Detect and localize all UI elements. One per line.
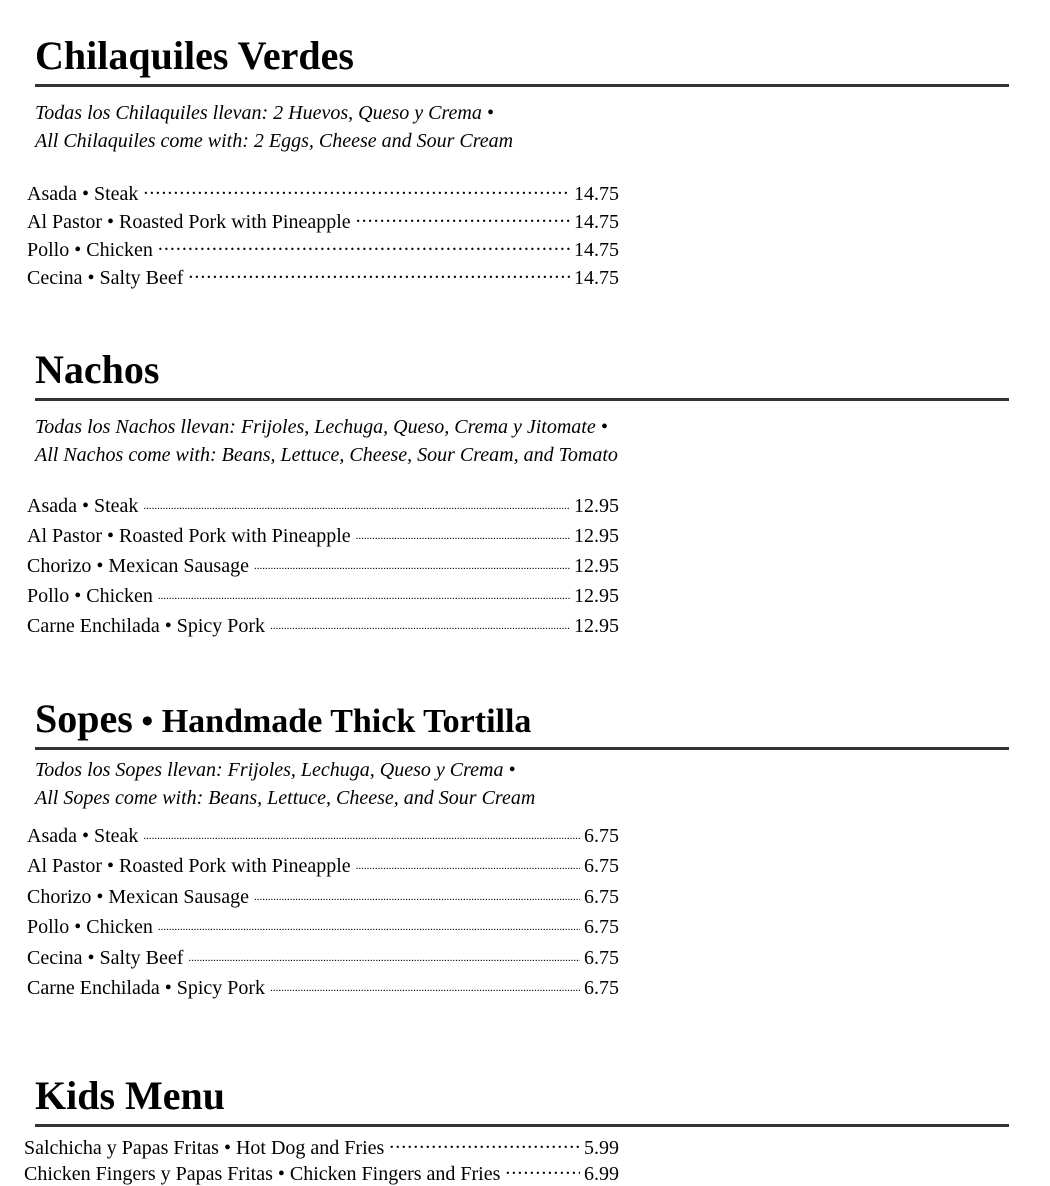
dot-leader xyxy=(158,236,570,256)
item-name: Carne Enchilada • Spicy Pork xyxy=(27,976,266,999)
item-name: Pollo • Chicken xyxy=(27,916,153,939)
dot-leader xyxy=(356,852,580,872)
item-price: 14.75 xyxy=(574,239,619,261)
item-name: Asada • Steak xyxy=(27,183,139,205)
menu-item xyxy=(24,1160,619,1186)
item-price: 14.75 xyxy=(574,267,619,289)
menu-item xyxy=(27,582,619,612)
item-price: 14.75 xyxy=(574,211,619,233)
item-price: 5.99 xyxy=(584,1137,619,1159)
menu-item xyxy=(27,913,619,943)
menu-item xyxy=(27,852,619,882)
menu-item xyxy=(27,492,619,522)
section-title-text: Nachos xyxy=(35,347,160,392)
item-list-kids xyxy=(24,1134,619,1186)
section-subtitle: • Handmade Thick Tortilla xyxy=(132,703,532,740)
dot-leader xyxy=(188,944,580,964)
section-title xyxy=(35,1073,1009,1127)
item-price: 14.75 xyxy=(574,183,619,205)
menu-item xyxy=(24,1134,619,1160)
item-price: 12.95 xyxy=(574,495,619,517)
item-name: Chicken Fingers y Papas Fritas • Chicken Fingers and Fries xyxy=(24,1163,501,1185)
dot-leader xyxy=(158,913,580,933)
item-price: 6.75 xyxy=(584,825,619,847)
dot-leader xyxy=(389,1134,580,1154)
item-name: Cecina • Salty Beef xyxy=(27,267,184,289)
menu-item xyxy=(27,264,619,292)
menu-item xyxy=(27,180,619,208)
dot-leader xyxy=(188,264,570,284)
section-title-text: Kids Menu xyxy=(35,1073,226,1118)
section-description xyxy=(35,99,1009,155)
description-spanish: Todos los Sopes llevan: Frijoles, Lechuga, Queso y Crema • xyxy=(35,759,516,781)
item-price: 12.95 xyxy=(574,585,619,607)
item-price: 12.95 xyxy=(574,555,619,577)
item-list-nachos xyxy=(27,492,619,642)
menu-item xyxy=(27,522,619,552)
section-chilaquiles xyxy=(35,33,1009,155)
description-english: All Chilaquiles come with: 2 Eggs, Cheese and Sour Cream xyxy=(35,130,514,152)
section-sopes xyxy=(35,696,1009,812)
description-english: All Nachos come with: Beans, Lettuce, Cheese, Sour Cream, and Tomato xyxy=(35,444,618,466)
description-spanish: Todas los Nachos llevan: Frijoles, Lechuga, Queso, Crema y Jitomate • xyxy=(35,416,608,438)
dot-leader xyxy=(254,883,580,903)
section-title xyxy=(35,347,1009,401)
dot-leader xyxy=(143,180,570,200)
dot-leader xyxy=(356,208,570,228)
dot-leader xyxy=(505,1160,580,1180)
dot-leader xyxy=(143,822,580,842)
menu-item xyxy=(27,883,619,913)
item-name: Salchicha y Papas Fritas • Hot Dog and Fries xyxy=(24,1137,385,1159)
menu-item xyxy=(27,822,619,852)
item-name: Pollo • Chicken xyxy=(27,239,153,261)
dot-leader xyxy=(254,552,570,572)
item-name: Asada • Steak xyxy=(27,825,139,847)
section-description xyxy=(35,756,1009,812)
dot-leader xyxy=(356,522,570,542)
item-name: Asada • Steak xyxy=(27,495,139,517)
item-name: Al Pastor • Roasted Pork with Pineapple xyxy=(27,855,351,878)
item-price: 6.75 xyxy=(584,946,619,969)
section-description xyxy=(35,413,1009,469)
item-name: Al Pastor • Roasted Pork with Pineapple xyxy=(27,525,351,547)
item-price: 6.99 xyxy=(584,1163,619,1185)
item-name: Chorizo • Mexican Sausage xyxy=(27,885,249,908)
dot-leader xyxy=(270,612,570,632)
menu-item xyxy=(27,552,619,582)
menu-item xyxy=(27,612,619,642)
item-price: 12.95 xyxy=(574,615,619,637)
item-list-sopes xyxy=(27,822,619,1004)
menu-item xyxy=(27,208,619,236)
item-name: Pollo • Chicken xyxy=(27,585,153,607)
item-list-chilaquiles xyxy=(27,180,619,292)
description-spanish: Todas los Chilaquiles llevan: 2 Huevos, Queso y Crema • xyxy=(35,102,494,124)
section-kids-menu xyxy=(35,1073,1009,1127)
dot-leader xyxy=(158,582,570,602)
item-price: 6.75 xyxy=(584,855,619,878)
menu-item xyxy=(27,974,619,1004)
item-name: Carne Enchilada • Spicy Pork xyxy=(27,615,266,637)
menu-item xyxy=(27,236,619,264)
section-title-text: Chilaquiles Verdes xyxy=(35,33,354,78)
section-title-text: Sopes xyxy=(35,696,133,741)
dot-leader xyxy=(270,974,580,994)
item-price: 6.75 xyxy=(584,885,619,908)
item-name: Chorizo • Mexican Sausage xyxy=(27,555,249,577)
dot-leader xyxy=(143,492,570,512)
section-title xyxy=(35,696,1009,750)
item-price: 12.95 xyxy=(574,525,619,547)
description-english: All Sopes come with: Beans, Lettuce, Cheese, and Sour Cream xyxy=(35,787,536,809)
menu-item xyxy=(27,944,619,974)
section-title xyxy=(35,33,1009,87)
item-price: 6.75 xyxy=(584,976,619,999)
item-price: 6.75 xyxy=(584,916,619,939)
section-nachos xyxy=(35,347,1009,469)
item-name: Al Pastor • Roasted Pork with Pineapple xyxy=(27,211,351,233)
item-name: Cecina • Salty Beef xyxy=(27,946,184,969)
